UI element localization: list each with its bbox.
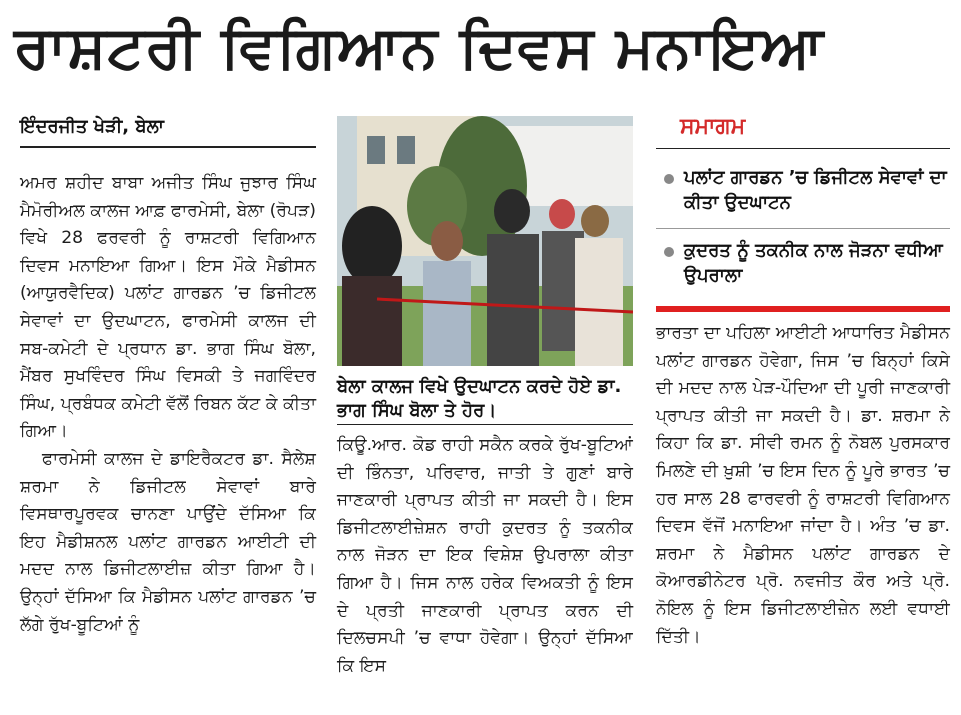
headline: ਰਾਸ਼ਟਰੀ ਵਿਗਿਆਨ ਦਿਵਸ ਮਨਾਇਆ [14,13,825,81]
column-2 [337,432,633,680]
photo-caption: ਬੇਲਾ ਕਾਲਜ ਵਿਖੇ ਉਦਘਾਟਨ ਕਰਦੇ ਹੋਏ ਡਾ. ਭਾਗ ਸਿੰਘ ਬੋਲਾ ਤੇ ਹੋਰ। [337,376,622,421]
caption-rule [337,424,633,425]
col1-para-1: ਅਮਰ ਸ਼ਹੀਦ ਬਾਬਾ ਅਜੀਤ ਸਿੰਘ ਜੁਝਾਰ ਸਿੰਘ ਮੈਮੋਰੀਅਲ ਕਾਲਜ ਆਫ਼ ਫਾਰਮੇਸੀ, ਬੇਲਾ (ਰੋਪੜ) ਵਿਖੇ 28 ਫਰਵਰੀ ਨੂੰ ਰਾਸ਼ਟਰੀ ਵਿਗਿਆਨ ਦਿਵਸ ਮਨਾਇਆ ਗਿਆ। ਇਸ ਮੌਕੇ ਮੈਡੀਸਨ (ਆਯੁਰਵੈਦਿਕ) ਪਲਾਂਟ ਗਾਰਡਨ ’ਚ ਡਿਜੀਟਲ ਸੇਵਾਵਾਂ ਦਾ ਉਦਘਾਟਨ, ਫਾਰਮੇਸੀ ਕਾਲਜ ਦੀ ਸਬ-ਕਮੇਟੀ ਦੇ ਪ੍ਰਧਾਨ ਡਾ. ਭਾਗ ਸਿੰਘ ਬੋਲਾ, ਮੈਂਬਰ ਸੁਖਵਿੰਦਰ ਸਿੰਘ ਵਿਸਕੀ ਤੇ ਜਗਵਿੰਦਰ ਸਿੰਘ, ਪ੍ਰਬੰਧਕ ਕਮੇਟੀ ਵੱਲੋਂ ਰਿਬਨ ਕੱਟ ਕੇ ਕੀਤਾ ਗਿਆ। [20,173,316,442]
byline: ਇੰਦਰਜੀਤ ਖੇੜੀ, ਬੇਲਾ [20,116,164,137]
byline-rule [20,146,316,148]
ribbon-cutting-photo [337,116,633,366]
highlight-bullet-1 [664,165,949,215]
column-3 [656,320,950,651]
column-1 [20,170,316,639]
bullet-dot-icon [664,247,674,257]
highlight-bullet-text: ਪਲਾਂਟ ਗਾਰਡਨ ’ਚ ਡਿਜੀਟਲ ਸੇਵਾਵਾਂ ਦਾ ਕੀਤਾ ਉਦਘਾਟਨ [684,167,947,213]
col1-para-2: ਫਾਰਮੇਸੀ ਕਾਲਜ ਦੇ ਡਾਇਰੈਕਟਰ ਡਾ. ਸੈਲੇਸ਼ ਸ਼ਰਮਾ ਨੇ ਡਿਜੀਟਲ ਸੇਵਾਵਾਂ ਬਾਰੇ ਵਿਸਥਾਰਪੂਰਵਕ ਚਾਨਣਾ ਪਾਉਂਦੇ ਦੱਸਿਆ ਕਿ ਇਹ ਮੈਡੀਸ਼ਨਲ ਪਲਾਂਟ ਗਾਰਡਨ ਆਈਟੀ ਦੀ ਮਦਦ ਨਾਲ ਡਿਜੀਟਲਾਈਜ਼ ਕੀਤਾ ਗਿਆ ਹੈ। ਉਨ੍ਹਾਂ ਦੱਸਿਆ ਕਿ ਮੈਡੀਸਨ ਪਲਾਂਟ ਗਾਰਡਨ ’ਚ ਲੱਗੇ ਰੁੱਖ-ਬੂਟਿਆਂ ਨੂੰ [20,448,316,635]
article-photo [337,116,633,366]
section-tag: ਸਮਾਗਮ [680,114,746,139]
bullet-dot-icon [664,174,674,184]
col2-para: ਕਿਊ.ਆਰ. ਕੋਡ ਰਾਹੀ ਸਕੈਨ ਕਰਕੇ ਰੁੱਖ-ਬੂਟਿਆਂ ਦੀ ਭਿੰਨਤਾ, ਪਰਿਵਾਰ, ਜਾਤੀ ਤੇ ਗੁਣਾਂ ਬਾਰੇ ਜਾਣਕਾਰੀ ਪ੍ਰਾਪਤ ਕੀਤੀ ਜਾ ਸਕਦੀ ਹੈ। ਇਸ ਡਿਜੀਟਲਾਈਜ਼ੇਸ਼ਨ ਰਾਹੀ ਕੁਦਰਤ ਨੂੰ ਤਕਨੀਕ ਨਾਲ ਜੋੜਨ ਦਾ ਇਕ ਵਿਸ਼ੇਸ਼ ਉਪਰਾਲਾ ਕੀਤਾ ਗਿਆ ਹੈ। ਜਿਸ ਨਾਲ ਹਰੇਕ ਵਿਅਕਤੀ ਨੂੰ ਇਸ ਦੇ ਪ੍ਰਤੀ ਜਾਣਕਾਰੀ ਪ੍ਰਾਪਤ ਕਰਨ ਦੀ ਦਿਲਚਸਪੀ ’ਚ ਵਾਧਾ ਹੋਵੇਗਾ। ਉਨ੍ਹਾਂ ਦੱਸਿਆ ਕਿ ਇਸ [337,435,633,676]
sidebar-red-bar [656,306,950,312]
sidebar-top-rule [656,148,950,149]
highlight-bullet-text: ਕੁਦਰਤ ਨੂੰ ਤਕਨੀਕ ਨਾਲ ਜੋੜਨਾ ਵਧੀਆ ਉਪਰਾਲਾ [684,240,943,286]
bullet-divider [656,228,950,229]
col3-para: ਭਾਰਤਾ ਦਾ ਪਹਿਲਾ ਆਈਟੀ ਆਧਾਰਿਤ ਮੈਡੀਸਨ ਪਲਾਂਟ ਗਾਰਡਨ ਹੋਵੇਗਾ, ਜਿਸ ’ਚ ਬਿਨ੍ਹਾਂ ਕਿਸੇ ਦੀ ਮਦਦ ਨਾਲ ਪੇੜ-ਪੌਦਿਆ ਦੀ ਪੂਰੀ ਜਾਣਕਾਰੀ ਪ੍ਰਾਪਤ ਕੀਤੀ ਜਾ ਸਕਦੀ ਹੈ। ਡਾ. ਸ਼ਰਮਾ ਨੇ ਕਿਹਾ ਕਿ ਡਾ. ਸੀਵੀ ਰਮਨ ਨੂੰ ਨੋਬਲ ਪੁਰਸਕਾਰ ਮਿਲਣੇ ਦੀ ਖ਼ੁਸ਼ੀ ’ਚ ਇਸ ਦਿਨ ਨੂੰ ਪੂਰੇ ਭਾਰਤ ’ਚ ਹਰ ਸਾਲ 28 ਫਾਰਵਰੀ ਨੂੰ ਰਾਸ਼ਟਰੀ ਵਿਗਿਆਨ ਦਿਵਸ ਵੱਜੋਂ ਮਨਾਇਆ ਜਾਂਦਾ ਹੈ। ਅੰਤ ’ਚ ਡਾ. ਸ਼ਰਮਾ ਨੇ ਮੈਡੀਸਨ ਪਲਾਂਟ ਗਾਰਡਨ ਦੇ ਕੋਆਰਡੀਨੇਟਰ ਪ੍ਰੋ. ਨਵਜੀਤ ਕੌਰ ਅਤੇ ਪ੍ਰੋ. ਨੋਇਲ ਨੂੰ ਇਸ ਡਿਜੀਟਲਾਈਜ਼ੇਨ ਲਈ ਵਧਾਈ ਦਿੱਤੀ। [656,323,950,647]
highlight-bullet-2 [664,238,949,288]
